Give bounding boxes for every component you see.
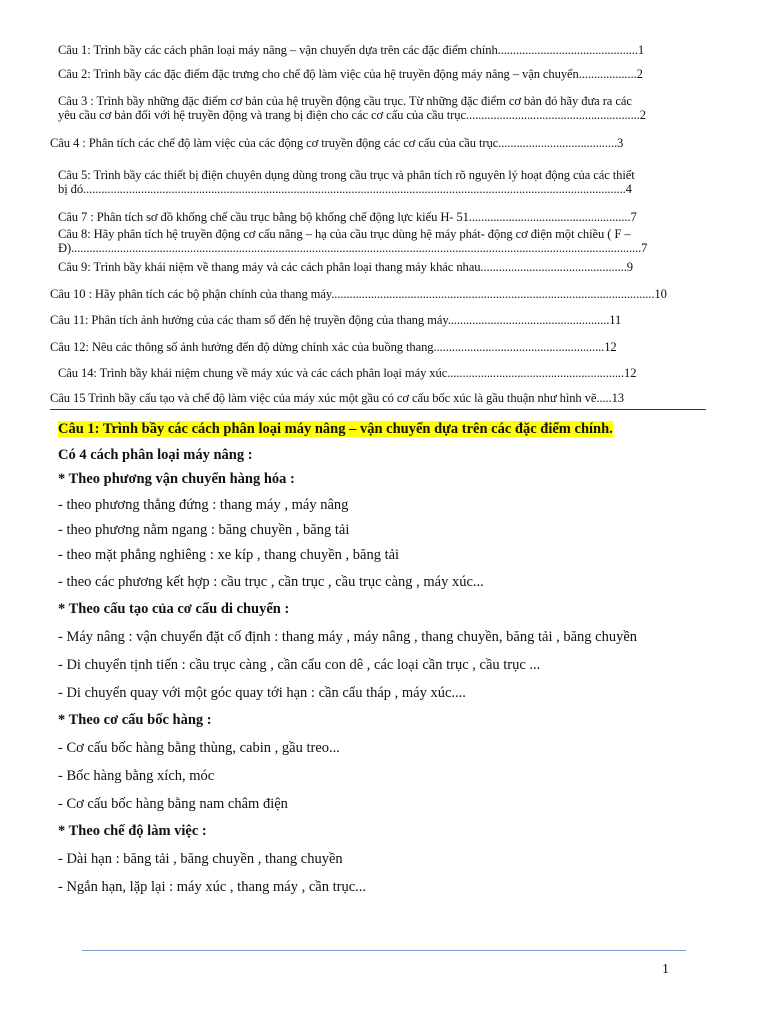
toc-entry-text: Câu 4 : Phân tích các chế độ làm việc của các động cơ truyền động các cơ cấu của cầu trục — [50, 136, 499, 150]
list-item: - Di chuyển quay với một góc quay tới hạn : cần cẩu tháp , máy xúc.... — [58, 685, 466, 701]
toc-leader: .......................................................................................................... — [331, 287, 655, 301]
toc-entry-9[interactable] — [58, 260, 633, 274]
toc-page: 10 — [654, 287, 667, 301]
toc-page: 1 — [637, 43, 645, 57]
toc-entry-text: Câu 9: Trình bầy khái niệm về thang máy và các cách phân loại thang máy khác nhau — [58, 260, 481, 274]
footer-divider — [82, 950, 686, 951]
list-item: - Di chuyển tịnh tiến : cầu trục càng , cần cẩu con dê , các loại cần trục , cầu trục ... — [58, 657, 541, 673]
toc-entry-2[interactable] — [58, 67, 643, 81]
toc-page: 12 — [624, 366, 637, 380]
toc-leader: ........................................................ — [433, 340, 605, 354]
toc-entry-text-cont: Đ) — [58, 241, 72, 255]
toc-leader: ................... — [578, 67, 637, 81]
toc-leader: ....................................... — [498, 136, 618, 150]
toc-entry-text: Câu 5: Trình bầy các thiết bị điện chuyên dụng dùng trong cầu trục và phân tích rõ nguyên lý hoạt động của các thiết — [58, 168, 635, 182]
toc-entry-text: Câu 2: Trình bầy các đặc điểm đặc trưng cho chế độ làm việc của hệ truyền động máy nâng – vận chuyển — [58, 67, 579, 81]
toc-entry-10[interactable] — [50, 287, 667, 301]
toc-page: 12 — [604, 340, 617, 354]
toc-leader: ........................................................................................................................................................................................... — [71, 241, 642, 255]
toc-entry-12[interactable] — [50, 340, 617, 354]
toc-leader: ................................................ — [480, 260, 627, 274]
list-item: - theo phương nằm ngang : băng chuyền , băng tải — [58, 522, 350, 538]
toc-entry-text: Câu 11: Phân tích ảnh hưởng của các tham số đến hệ truyền động của thang máy — [50, 313, 448, 327]
subsection-title: * Theo chế độ làm việc : — [58, 823, 207, 839]
toc-leader: .................................................................................................................................................................................. — [83, 182, 626, 196]
toc-leader: ..................................................... — [468, 210, 631, 224]
toc-leader: .......................................................... — [447, 366, 625, 380]
list-item: - theo mặt phẳng nghiêng : xe kíp , thang chuyền , băng tải — [58, 547, 400, 563]
toc-entry-text: Câu 12: Nêu các thông số ảnh hưởng đến độ dừng chính xác của buồng thang — [50, 340, 434, 354]
toc-entry-5[interactable] — [58, 168, 721, 196]
list-item: - Ngắn hạn, lặp lại : máy xúc , thang máy , cần trục... — [58, 879, 367, 895]
toc-entry-text: Câu 7 : Phân tích sơ đồ khống chế cầu trục bằng bộ khống chế động lực kiểu H- 51 — [58, 210, 469, 224]
toc-divider — [50, 409, 706, 410]
toc-entry-text: Câu 8: Hãy phân tích hệ truyền động cơ cấu nâng – hạ của cầu trục dùng hệ máy phát- động cơ điện một chiều ( F – — [58, 227, 631, 241]
toc-entry-7[interactable] — [58, 210, 637, 224]
toc-page: 13 — [611, 391, 625, 405]
list-item: - Cơ cấu bốc hàng bằng nam châm điện — [58, 796, 288, 812]
page-number: 1 — [662, 962, 669, 977]
list-item: - Máy nâng : vận chuyển đặt cố định : thang máy , máy nâng , thang chuyền, băng tải , băng chuyền — [58, 629, 638, 645]
toc-entry-11[interactable] — [50, 313, 621, 327]
toc-page: 3 — [617, 136, 624, 150]
toc-entry-text-cont: bị đó — [58, 182, 84, 196]
list-item: - Cơ cấu bốc hàng bằng thùng, cabin , gầu treo... — [58, 740, 340, 756]
toc-page: 9 — [626, 260, 633, 274]
heading-highlight: Câu 1: Trình bầy các cách phân loại máy nâng – vận chuyển dựa trên các đặc điểm chính. — [58, 421, 613, 437]
toc-page: 11 — [609, 313, 622, 327]
toc-entry-text: Câu 10 : Hãy phân tích các bộ phận chính của thang máy — [50, 287, 332, 301]
subsection-title: * Theo cơ cấu bốc hàng : — [58, 712, 212, 728]
toc-leader: ..... — [596, 391, 612, 405]
list-item: - theo phương thẳng đứng : thang máy , máy nâng — [58, 497, 349, 513]
subsection-title: * Theo phương vận chuyển hàng hóa : — [58, 471, 295, 487]
toc-leader: ......................................................... — [465, 108, 640, 122]
toc-leader: ..................................................... — [447, 313, 610, 327]
toc-entry-4[interactable] — [50, 136, 623, 150]
toc-entry-1[interactable] — [58, 43, 644, 57]
toc-entry-text: Câu 1: Trình bầy các cách phân loại máy nâng – vận chuyển dựa trên các đặc điểm chính — [58, 43, 498, 57]
section-heading — [58, 420, 613, 438]
toc-entry-8[interactable] — [58, 227, 721, 255]
toc-page: 2 — [639, 108, 646, 122]
toc-entry-text: Câu 14: Trình bầy khái niệm chung về máy xúc và các cách phân loại máy xúc — [58, 366, 448, 380]
toc-entry-3[interactable] — [58, 94, 721, 122]
toc-entry-15[interactable] — [50, 391, 624, 405]
toc-entry-text: Câu 15 Trình bầy cấu tạo và chế độ làm việc của máy xúc một gầu có cơ cấu bốc xúc là gầu thuận như hình vẽ — [50, 391, 597, 405]
list-item: - theo các phương kết hợp : cầu trục , cần trục , cầu trục càng , máy xúc... — [58, 574, 484, 590]
toc-page: 7 — [641, 241, 648, 255]
list-item: - Bốc hàng bằng xích, móc — [58, 768, 215, 784]
toc-entry-14[interactable] — [58, 366, 636, 380]
intro-text: Có 4 cách phân loại máy nâng : — [58, 447, 253, 463]
toc-page: 4 — [625, 182, 632, 196]
toc-entry-text-cont: yêu cầu cơ bản đối với hệ truyền động và trang bị điện cho các cơ cấu của cầu trục — [58, 108, 466, 122]
subsection-title: * Theo cấu tạo của cơ cấu di chuyển : — [58, 601, 290, 617]
toc-page: 2 — [636, 67, 643, 81]
toc-leader: .............................................. — [497, 43, 638, 57]
toc-entry-text: Câu 3 : Trình bầy những đặc điểm cơ bản của hệ truyền động cầu trục. Từ những đặc điểm cơ bản đó hãy đưa ra các — [58, 94, 632, 108]
toc-page: 7 — [630, 210, 637, 224]
list-item: - Dài hạn : băng tải , băng chuyền , thang chuyền — [58, 851, 343, 867]
